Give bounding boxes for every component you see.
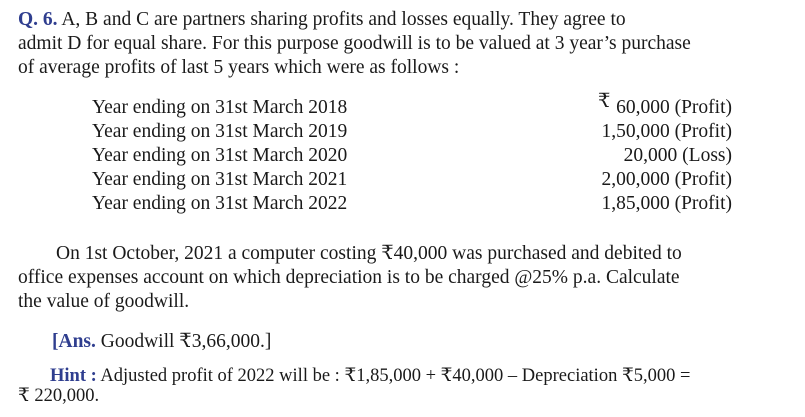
profit-row-value: 1,85,000 (Profit)	[601, 193, 732, 214]
hint	[18, 366, 690, 406]
profit-row-value: 2,00,000 (Profit)	[601, 169, 732, 190]
profit-row	[92, 120, 732, 144]
profit-row	[92, 168, 732, 192]
hint-line-1	[18, 366, 690, 386]
paragraph-line-1: On 1st October, 2021 a computer costing ₹40,000 was purchased and debited to	[56, 243, 682, 264]
profit-row-label: Year ending on 31st March 2022	[92, 193, 348, 214]
profit-row-label: Year ending on 31st March 2021	[92, 169, 348, 190]
profit-row-label: Year ending on 31st March 2020	[92, 145, 348, 166]
profit-row-label: Year ending on 31st March 2019	[92, 121, 348, 142]
profit-row-value: 20,000 (Loss)	[623, 145, 732, 166]
profit-row	[92, 96, 732, 120]
paragraph-line-3: the value of goodwill.	[18, 291, 190, 312]
profit-row-value: 1,50,000 (Profit)	[601, 121, 732, 142]
question-line-1-text: A, B and C are partners sharing profits and losses equally. They agree to	[57, 9, 626, 30]
question-text	[18, 8, 788, 80]
hint-text: Adjusted profit of 2022 will be : ₹1,85,000 + ₹40,000 – Depreciation ₹5,000 =	[96, 366, 691, 386]
answer-text: Goodwill ₹3,66,000.]	[95, 331, 272, 352]
answer-label: [Ans.	[52, 331, 96, 352]
computer-paragraph	[18, 242, 788, 314]
paragraph-line-2: office expenses account on which depreciation is to be charged @25% p.a. Calculate	[18, 267, 680, 288]
question-line-2: admit D for equal share. For this purpose goodwill is to be valued at 3 year’s purchase	[18, 33, 691, 54]
profits-table	[92, 96, 732, 216]
profit-row-value: 60,000 (Profit)	[616, 97, 732, 118]
hint-label: Hint :	[50, 366, 97, 386]
profit-row	[92, 144, 732, 168]
hint-line-2: ₹ 220,000.	[18, 386, 100, 406]
answer	[52, 330, 271, 354]
question-number: Q. 6.	[18, 9, 58, 30]
profit-row-label: Year ending on 31st March 2018	[92, 97, 348, 118]
question-line-3: of average profits of last 5 years which were as follows :	[18, 57, 460, 78]
profit-row	[92, 192, 732, 216]
currency-header: ₹	[598, 91, 611, 112]
question-line-1	[18, 8, 788, 32]
